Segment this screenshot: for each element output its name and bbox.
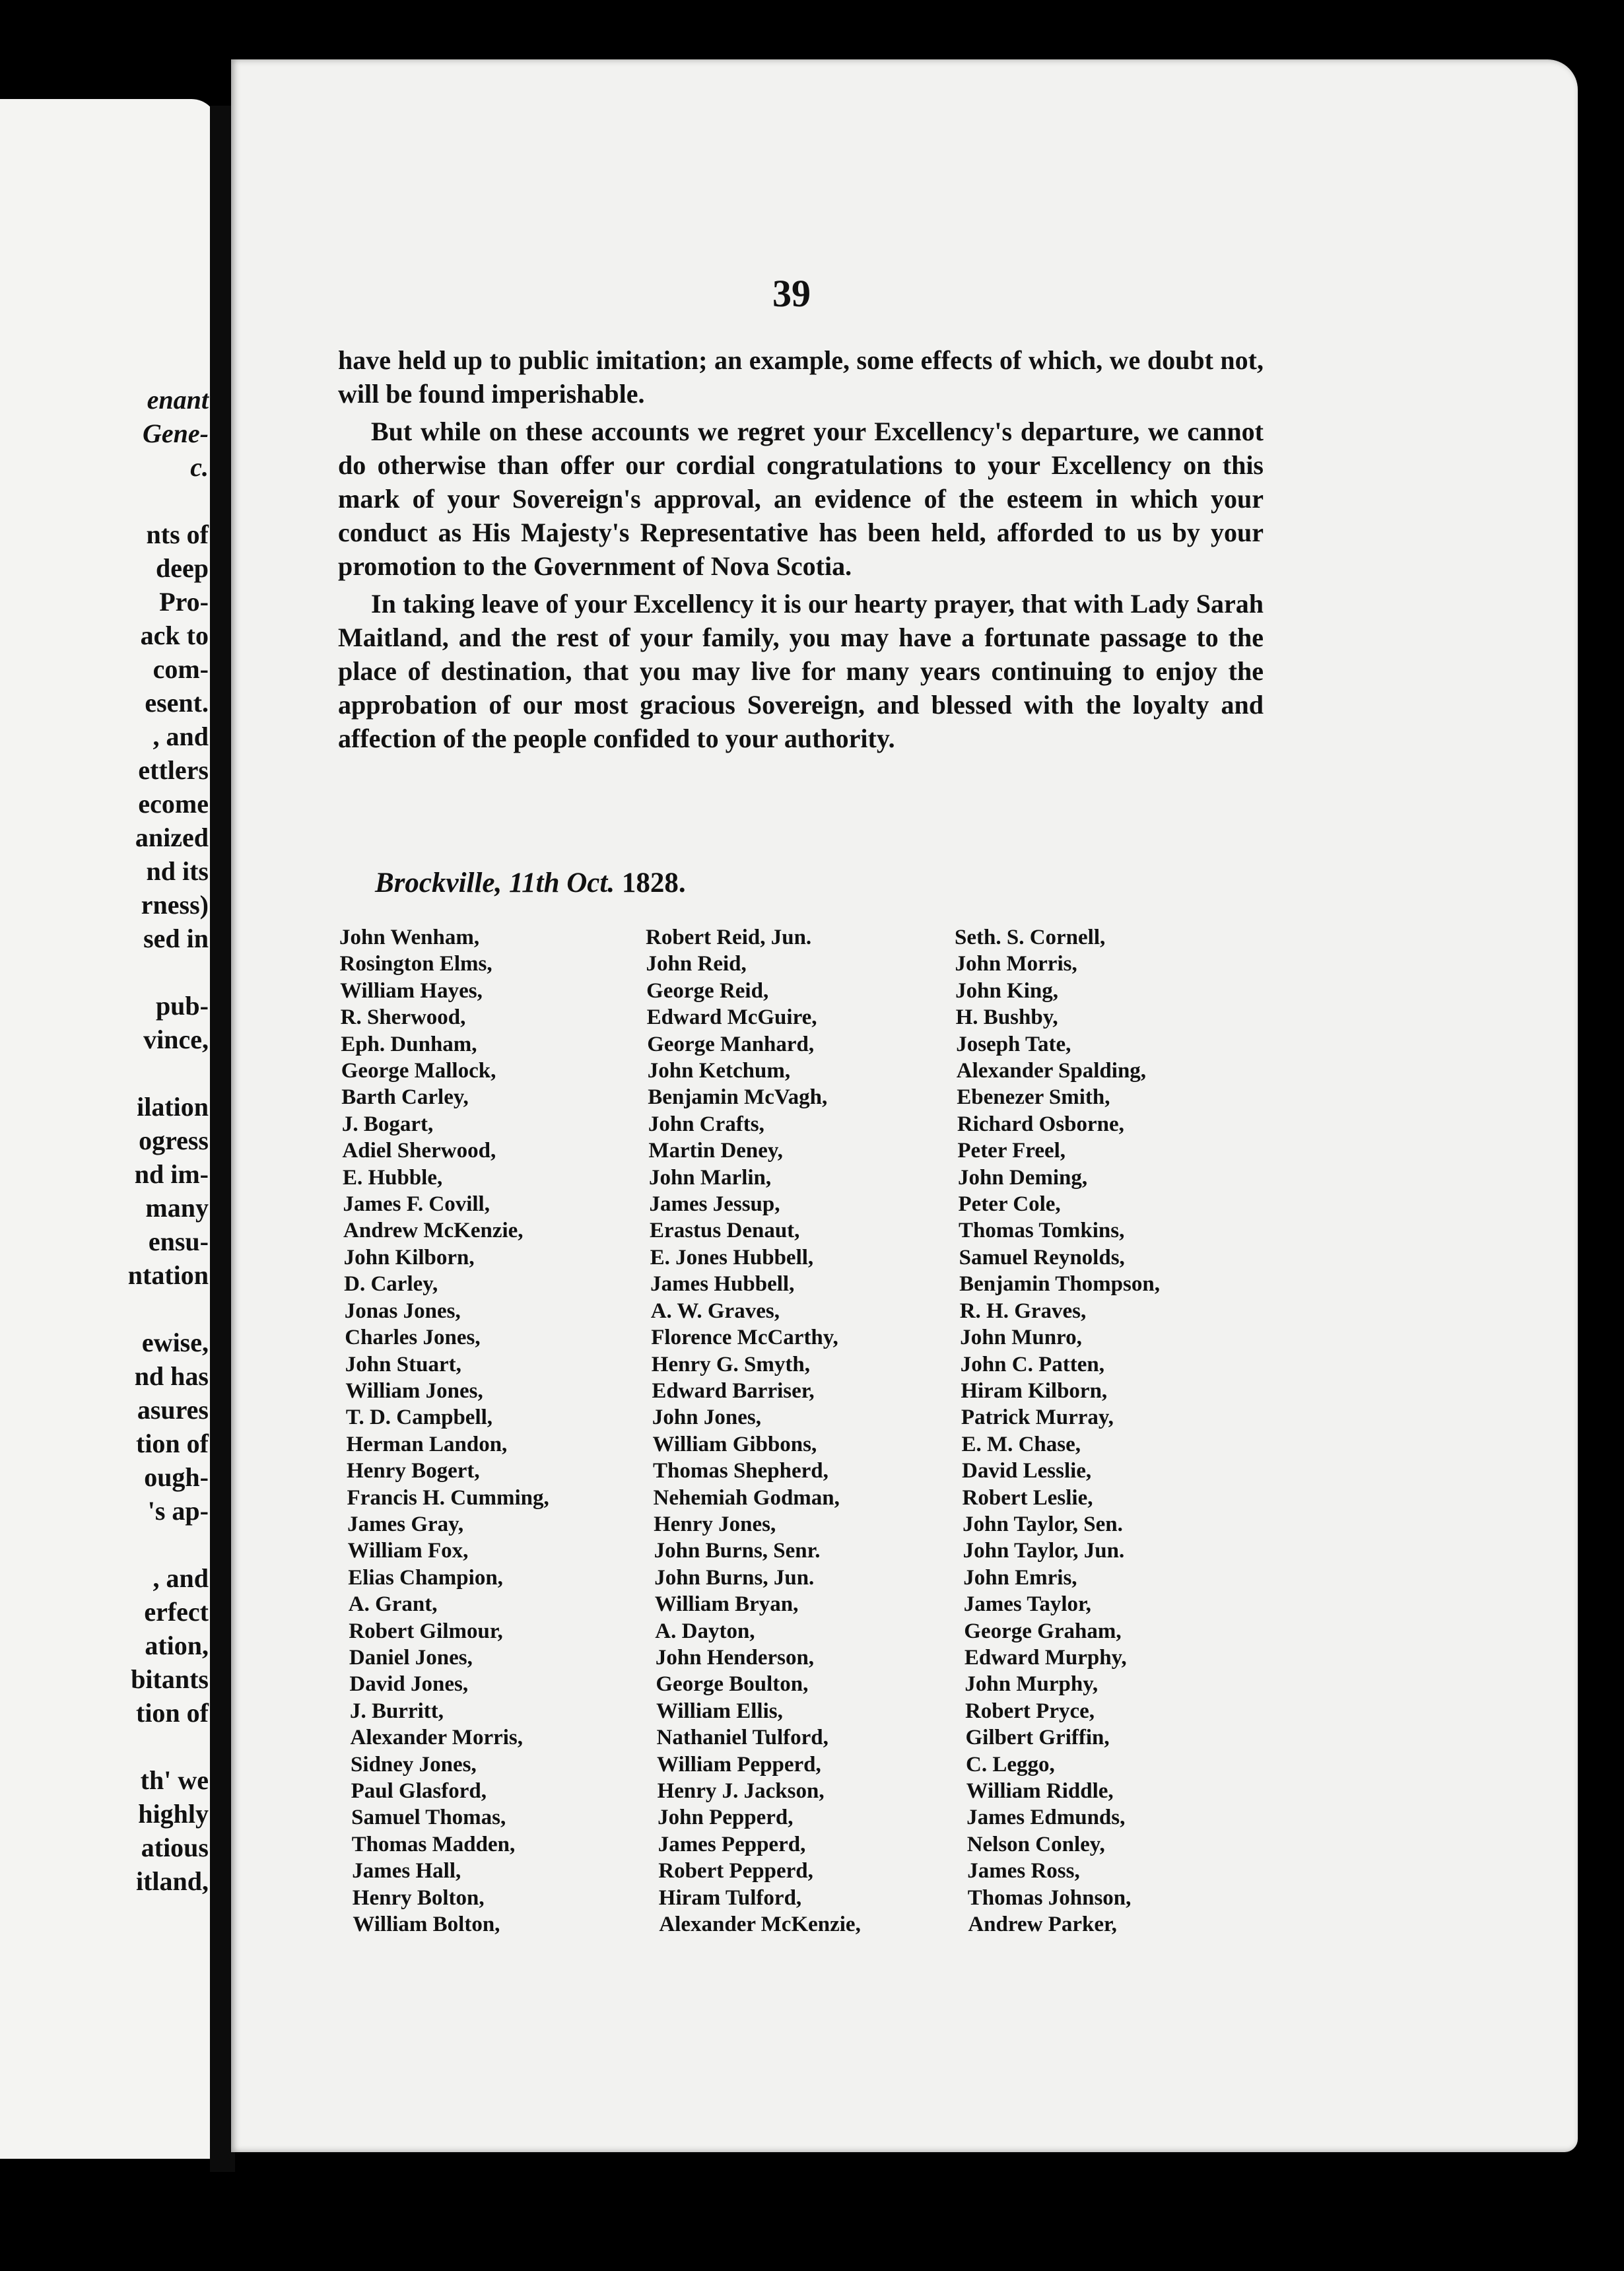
left-page-fragment: Gene- [143,419,209,448]
signatory-name: T. D. Campbell, [345,1406,493,1430]
signatory-name: George Boulton, [656,1672,809,1697]
signatory-name: Edward McGuire, [646,1005,817,1030]
left-page-fragment: nd im- [134,1159,209,1189]
left-page-fragment: ation, [145,1631,209,1660]
signatory-name: James Hubbell, [650,1272,795,1297]
signatory-name: Herman Landon, [346,1432,508,1456]
signatory-name: George Reid, [646,978,769,1003]
signatory-name: Robert Leslie, [962,1485,1093,1510]
signatory-name: R. Sherwood, [340,1005,466,1030]
signatory-name: Henry G. Smyth, [651,1352,810,1376]
signatory-name: Ebenezer Smith, [957,1085,1110,1110]
left-page-fragment: Pro- [159,587,209,617]
signatory-name: Hiram Kilborn, [961,1378,1108,1403]
dateline-day: 11th Oct. [509,867,615,898]
signatory-name: John Burns, Senr. [654,1539,821,1563]
left-page-fragment: tion of [136,1698,209,1728]
signatory-name: Richard Osborne, [957,1112,1124,1136]
signatory-name: John King, [955,978,1058,1003]
signatory-name: John Deming, [957,1165,1088,1190]
signatory-name: James Pepperd, [658,1832,806,1856]
signatory-name: James Taylor, [963,1592,1091,1617]
signatory-name: Paul Glasford, [351,1779,487,1803]
signatory-name: H. Bushby, [955,1005,1058,1030]
signatory-name: Florence McCarthy, [651,1326,838,1350]
signatory-name: Henry Bolton, [352,1885,485,1910]
signatory-name: Benjamin McVagh, [648,1085,828,1110]
signatory-name: Samuel Thomas, [351,1806,506,1830]
signatory-name: Thomas Madden, [351,1832,516,1856]
left-page-fragment: , and [152,722,209,751]
left-page-fragment: vince, [143,1025,209,1054]
paragraph-3: In taking leave of your Excellency it is our hearty prayer, that with Lady Sarah Maitland, and the rest of your family, you may have a fortunate passage to the place of destination, that you may live for many years continuing to enjoy the approbation of our most gracious Sovereign, and blessed with the loyalty and affection of the people confided to your authority. [338,589,1264,753]
signatory-name: Andrew McKenzie, [343,1219,524,1243]
signatory-name: Erastus Denaut, [650,1219,800,1243]
signatory-name: William Hayes, [340,978,483,1003]
left-page-fragment: th' we [140,1765,209,1795]
signatory-name: John Stuart, [345,1352,461,1376]
signatory-name: Edward Murphy, [964,1645,1127,1670]
signatory-name: William Bolton, [353,1913,500,1937]
signatory-name: Martin Deney, [648,1139,783,1163]
left-page-fragment: highly [138,1799,209,1829]
signatory-name: James Jessup, [649,1192,780,1217]
signatory-name: Daniel Jones, [349,1645,473,1670]
signatory-name: Rosington Elms, [339,952,492,976]
signatory-name: Alexander Morris, [350,1726,524,1750]
signatory-name: James Edmunds, [966,1806,1126,1830]
signatory-name: Henry J. Jackson, [657,1779,825,1803]
left-page-fragment: asures [137,1395,209,1425]
signatory-name: Henry Bogert, [347,1459,480,1483]
signatory-name: James F. Covill, [343,1192,490,1217]
paragraph-1: have held up to public imitation; an example, some effects of which, we doubt not, will be found imperishable. [338,345,1264,409]
signatory-name: John Kilborn, [343,1245,475,1270]
left-page-fragment: nts of [146,520,209,549]
signatory-name: Andrew Parker, [968,1913,1117,1937]
signatory-name: John Reid, [646,952,747,976]
signatory-name: John Crafts, [648,1112,764,1136]
signatory-name: Thomas Shepherd, [653,1459,829,1483]
signatory-name: C. Leggo, [966,1752,1055,1777]
signatory-name: Jonas Jones, [344,1299,461,1323]
signatories-column-3 [955,924,1160,1938]
left-page-fragment: 's ap- [147,1496,209,1526]
signatory-name: William Gibbons, [652,1432,817,1456]
signatory-name: George Mallock, [341,1059,496,1083]
signatory-name: Samuel Reynolds, [959,1245,1125,1270]
left-page-fragment: ettlers [138,755,209,785]
signatory-name: Alexander Spalding, [956,1059,1147,1083]
signatory-name: Patrick Murray, [961,1406,1114,1430]
signatory-name: Seth. S. Cornell, [955,926,1106,949]
signatory-name: Hiram Tulford, [658,1885,802,1910]
signatory-name: Robert Gilmour, [349,1619,503,1643]
left-page-fragment: erfect [144,1597,209,1627]
signatory-name: Nehemiah Godman, [653,1485,840,1510]
signatory-name: A. W. Graves, [650,1299,780,1323]
page-number: 39 [772,272,811,315]
signatory-name: A. Grant, [348,1592,438,1617]
left-page-fragment: atious [141,1833,209,1862]
signatory-name: William Ellis, [656,1699,783,1723]
left-page-fragment: ewise, [141,1328,209,1357]
left-page-fragment: ilation [137,1092,209,1122]
left-page-fragment: ough- [144,1462,209,1492]
left-page-fragment: nd its [146,856,209,886]
left-page-fragment: , and [152,1563,209,1593]
signatory-name: Henry Jones, [654,1512,776,1536]
signatory-name: James Ross, [967,1859,1080,1883]
signatory-name: R. H. Graves, [959,1299,1087,1323]
signatory-name: Gilbert Griffin, [965,1726,1110,1750]
signatory-name: Adiel Sherwood, [342,1139,496,1163]
signatory-name: David Lesslie, [962,1459,1092,1483]
signatory-name: William Riddle, [966,1779,1114,1803]
signatory-name: John Jones, [652,1406,761,1430]
left-page-fragment: esent. [145,688,209,718]
signatory-name: Elias Champion, [348,1565,503,1590]
signatory-name: A. Dayton, [655,1619,755,1643]
signatory-name: E. M. Chase, [961,1432,1081,1456]
left-page-fragment: ntation [127,1260,209,1290]
signatory-name: Alexander McKenzie, [659,1913,861,1937]
left-page-fragment: nd has [134,1361,209,1391]
signatory-name: David Jones, [349,1672,469,1697]
left-page-fragment: rness) [141,890,209,920]
signatory-name: Eph. Dunham, [341,1032,477,1056]
signatory-name: John Murphy, [964,1672,1099,1697]
signatory-name: Benjamin Thompson, [959,1272,1160,1297]
left-page-fragment: ecome [138,789,209,819]
left-page-fragment: enant [147,385,209,415]
signatory-name: John Wenham, [339,926,480,949]
signatory-name: D. Carley, [344,1272,438,1297]
left-page-fragment: ack to [140,621,209,650]
signatory-name: John C. Patten, [960,1352,1104,1376]
left-page-fragment: ensu- [148,1227,209,1256]
signatory-name: Robert Reid, Jun. [646,926,812,949]
signatory-name: Joseph Tate, [956,1032,1071,1056]
signatories-column-1 [339,924,549,1938]
signatory-name: James Gray, [347,1512,464,1536]
signatories-column-2 [646,924,861,1938]
signatory-name: Thomas Tomkins, [959,1219,1125,1243]
signatory-name: Thomas Johnson, [967,1885,1132,1910]
signatory-name: John Burns, Jun. [654,1565,815,1590]
signatory-name: Sidney Jones, [351,1752,477,1777]
signatory-name: John Marlin, [648,1165,772,1190]
signatory-name: John Taylor, Sen. [963,1512,1123,1536]
left-page-fragment: pub- [155,991,209,1021]
signatory-name: J. Burritt, [349,1699,444,1723]
signatory-name: William Jones, [345,1378,483,1403]
left-page-fragment: ogress [139,1126,209,1155]
signatory-name: John Taylor, Jun. [963,1539,1125,1563]
dateline [375,865,686,902]
signatory-name: Barth Carley, [341,1085,469,1110]
left-page-fragment: com- [152,654,209,684]
left-page-fragment: many [145,1193,209,1223]
signatory-name: Robert Pepperd, [658,1859,813,1883]
signatory-name: William Pepperd, [657,1752,821,1777]
left-page-fragment: bitants [131,1664,209,1694]
dateline-place: Brockville, [375,867,502,898]
signatory-name: John Emris, [963,1565,1077,1590]
signatory-name: Francis H. Cumming, [347,1485,549,1510]
left-page-fragment: deep [156,553,209,583]
signatory-name: Charles Jones, [345,1326,481,1350]
signatory-name: E. Jones Hubbell, [650,1245,814,1270]
signatory-name: William Bryan, [654,1592,799,1617]
signatory-name: John Pepperd, [658,1806,794,1830]
signatory-name: George Manhard, [647,1032,815,1056]
signatory-name: George Graham, [964,1619,1122,1643]
signatory-name: Nelson Conley, [966,1832,1105,1856]
left-page-fragment: tion of [136,1429,209,1458]
signatory-name: James Hall, [352,1859,461,1883]
signatory-name: John Munro, [960,1326,1082,1350]
signatory-name: Edward Barriser, [652,1378,815,1403]
signatory-name: John Henderson, [655,1645,815,1670]
left-page-fragment: sed in [143,924,209,953]
dateline-year: 1828. [621,867,686,898]
left-page [0,99,218,2159]
signatory-name: John Ketchum, [647,1059,791,1083]
left-page-fragment: c. [190,452,209,482]
signatory-name: William Fox, [347,1539,469,1563]
signatory-name: Peter Cole, [958,1192,1061,1217]
signatory-name: Robert Pryce, [964,1699,1095,1723]
signatory-name: J. Bogart, [341,1112,434,1136]
signatory-name: John Morris, [955,952,1077,976]
signatory-name: Nathaniel Tulford, [656,1726,829,1750]
paragraph-2: But while on these accounts we regret your Excellency's departure, we cannot do otherwise than offer our cordial congratulations to your Excellency on this mark of your Sovereign's approval, an evidence of the esteem in which your conduct as His Majesty's Representative has been held, afforded to us by your promotion to the Government of Nova Scotia. [338,417,1264,581]
signatory-name: Peter Freel, [957,1139,1066,1163]
left-page-fragment: anized [135,823,209,852]
left-page-fragment: itland, [135,1866,209,1896]
address-text [338,343,1264,759]
signatory-name: E. Hubble, [342,1165,443,1190]
